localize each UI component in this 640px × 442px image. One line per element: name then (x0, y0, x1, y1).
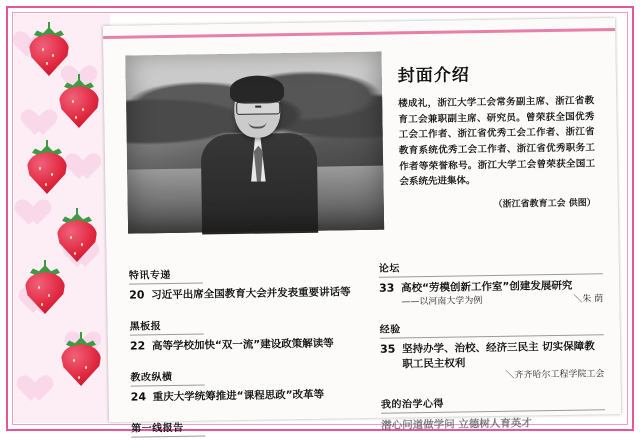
toc-section (380, 318, 605, 385)
toc-entry[interactable] (131, 387, 355, 405)
cover-portrait-photo (125, 52, 384, 234)
toc-section-heading: 第一线报告 (131, 418, 205, 437)
toc-section (130, 362, 355, 405)
toc-section-heading: 论坛 (379, 256, 603, 278)
strawberry-icon (24, 142, 70, 194)
toc-entry-title: 重庆大学统筹推进“课程思政”改革等 (153, 387, 325, 404)
cover-feature-text (397, 48, 596, 241)
toc-entry-page: 20 (129, 288, 145, 303)
heart-icon (72, 154, 102, 181)
toc-entry[interactable] (380, 340, 604, 372)
strawberry-icon (56, 76, 102, 128)
toc-section (129, 311, 354, 354)
toc-entry-subtitle: ——以河南大学为例 (401, 295, 482, 310)
heart-icon (24, 376, 54, 403)
toc-section-heading: 教改纵横 (130, 367, 204, 386)
toc-section (129, 260, 354, 303)
toc-section-heading: 特讯专递 (129, 266, 203, 285)
cover-feature-body: 楼成礼，浙江大学工会常务副主席、浙江省教育工会兼职副主席、研究员。曾荣获全国优秀工会工作者、浙江省优秀工会工作者、浙江省教育系统优秀工会工作者、浙江省优秀职务工作者等荣誉称号。浙江大学工会曾荣获全国工会系统先进集体。 (398, 93, 595, 190)
toc-section (131, 413, 355, 442)
magazine-page-surface (103, 18, 621, 422)
strawberry-icon (22, 262, 68, 314)
toc-entry-page: 22 (130, 339, 146, 354)
toc-entry-title: 坚持办学、治校、经济三民主 切实保障教职工民主权利 (402, 340, 604, 372)
toc-right-column (379, 256, 605, 409)
toc-entry-title: 习近平出席全国教育大会并发表重要讲话等 (151, 285, 351, 302)
toc-section (379, 256, 604, 310)
toc-entry[interactable] (130, 336, 354, 354)
toc-entry-author: ＼齐齐哈尔工程学院工会 (505, 368, 604, 383)
photo-vignette (125, 52, 384, 234)
cover-feature-credit: （浙江省教育工会 供图） (400, 195, 596, 211)
heart-icon (22, 200, 52, 227)
cover-feature-block (125, 48, 602, 245)
strawberry-icon (54, 210, 100, 262)
toc-section-heading: 黑板报 (130, 316, 204, 335)
toc-entry-clipped[interactable]: 潜心问道做学问 立德树人育英才 (381, 414, 605, 433)
toc-entry-page: 35 (380, 343, 396, 358)
strawberry-icon (26, 24, 72, 76)
toc-entry-page: 33 (379, 281, 395, 296)
toc-entry-subline (401, 293, 603, 310)
toc-section-heading: 我的治学心得 (381, 392, 605, 414)
magazine-page (103, 18, 621, 422)
page-top-rule (103, 28, 615, 39)
strawberry-icon (58, 334, 104, 386)
toc-entry-title: 高校“劳模创新工作室”创建发展研究 (401, 279, 573, 296)
table-of-contents (129, 256, 605, 413)
toc-section (381, 392, 606, 433)
heart-icon (28, 110, 58, 137)
toc-entry[interactable] (129, 285, 353, 303)
toc-entry-page: 24 (131, 390, 147, 405)
toc-section-heading: 经验 (380, 318, 604, 340)
toc-entry-title: 高等学校加快“双一流”建设政策解读等 (152, 336, 334, 353)
toc-entry-author: ＼朱 荫 (573, 293, 603, 307)
cover-feature-title: 封面介绍 (398, 58, 594, 86)
toc-left-column (129, 260, 355, 413)
decorative-side-band (14, 14, 110, 423)
